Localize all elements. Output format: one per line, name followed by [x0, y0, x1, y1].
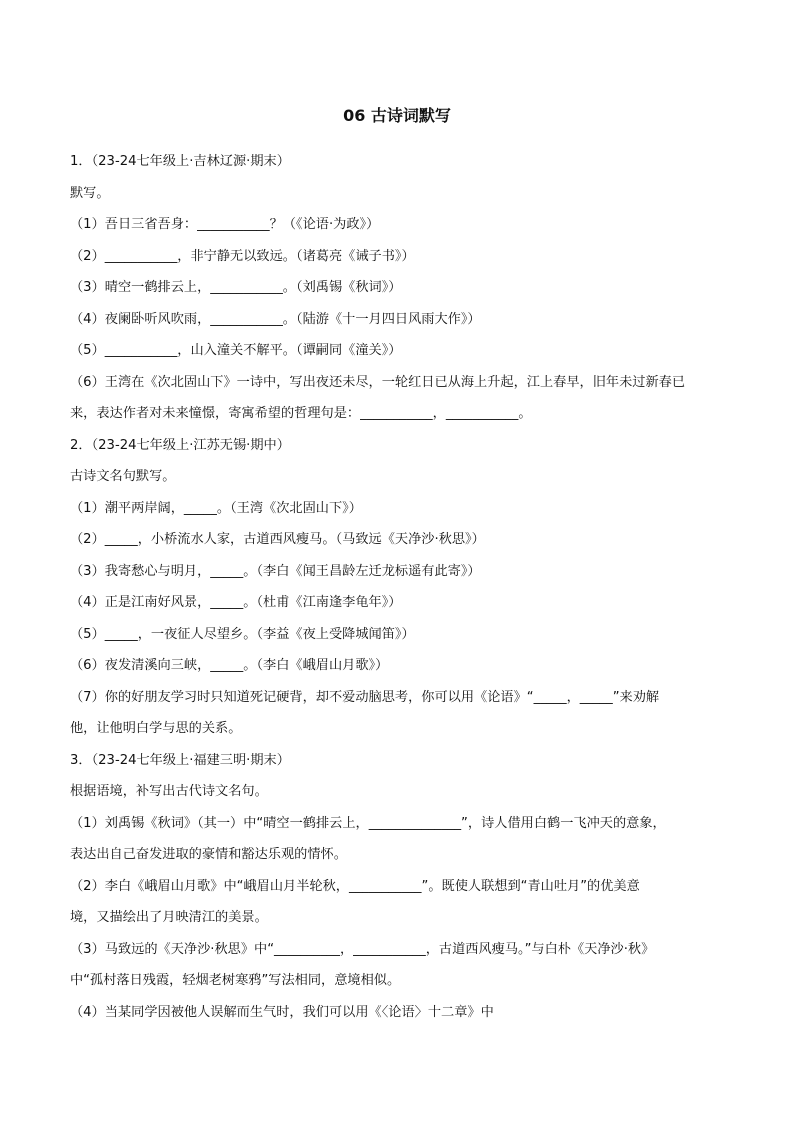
- question-2-item-2: （2）_____，小桥流水人家，古道西风瘦马。（马致远《天净沙·秋思》）: [70, 532, 485, 547]
- question-2-item-5: （5）_____，一夜征人尽望乡。（李益《夜上受降城闻笛》）: [70, 626, 415, 642]
- page-title: 06 古诗词默写: [343, 106, 451, 125]
- question-3-item-2: （2）李白《峨眉山月歌》中“峨眉山月半轮秋，___________”。既使人联想到“青山吐月”的优美意: [70, 878, 640, 894]
- question-2-item-6: （6）夜发清溪向三峡，_____。（李白《峨眉山月歌》）: [70, 658, 389, 673]
- question-1-item-2: （2）___________，非宁静无以致远。（诸葛亮《诫子书》）: [70, 248, 415, 264]
- question-1-header: 1．（23-24七年级上·吉林辽源·期末）: [70, 154, 290, 169]
- question-1-instruction: 默写。: [70, 185, 110, 201]
- question-content: [70, 146, 730, 1028]
- question-1-item-6: （6）王湾在《次北固山下》一诗中，写出夜还未尽，一轮红日已从海上升起，江上春早，旧年未过新春已: [70, 374, 686, 390]
- question-1-item-4: （4）夜阑卧听风吹雨，___________。（陆游《十一月四日风雨大作》）: [70, 311, 481, 327]
- question-3-item-4: （4）当某同学因被他人误解而生气时，我们可以用《〈论语〉十二章》中: [70, 1004, 494, 1020]
- question-2-item-7-cont: 他，让他明白学与思的关系。: [70, 721, 242, 736]
- question-2-item-4: （4）正是江南好风景，_____。（杜甫《江南逢李龟年》）: [70, 595, 402, 610]
- question-2-item-1: （1）潮平两岸阔，_____。（王湾《次北固山下》）: [70, 500, 362, 516]
- question-1-item-6-cont: 来，表达作者对未来憧憬，寄寓希望的哲理句是：___________，___________。: [70, 406, 532, 421]
- question-3-header: 3．（23-24七年级上·福建三明·期末）: [70, 752, 290, 768]
- question-3-item-3: （3）马致远的《天净沙·秋思》中“__________，___________，古道西风瘦马。”与白朴《天净沙·秋》: [70, 941, 655, 957]
- question-3-item-1-cont: 表达出自己奋发进取的豪情和豁达乐观的情怀。: [70, 847, 347, 862]
- question-3-item-3-cont: 中“孤村落日残霞，轻烟老树寒鸦”写法相同，意境相似。: [70, 973, 401, 988]
- question-1-item-5: （5）___________，山入潼关不解平。（谭嗣同《潼关》）: [70, 343, 402, 358]
- question-3-instruction: 根据语境，补写出古代诗文名句。: [70, 784, 268, 799]
- question-2-header: 2．（23-24七年级上·江苏无锡·期中）: [70, 437, 290, 453]
- question-1-item-3: （3）晴空一鹤排云上，___________。（刘禹锡《秋词》）: [70, 280, 402, 295]
- question-3-item-2-cont: 境，又描绘出了月映清江的美景。: [70, 910, 268, 925]
- question-2-item-7: （7）你的好朋友学习时只知道死记硬背，却不爱动脑思考，你可以用《论语》“_____，_____”来劝解: [70, 689, 660, 705]
- question-1-item-1: （1）吾日三省吾身：___________？（《论语·为政》）: [70, 217, 380, 232]
- question-2-instruction: 古诗文名句默写。: [70, 469, 176, 484]
- question-2-item-3: （3）我寄愁心与明月，_____。（李白《闻王昌龄左迁龙标遥有此寄》）: [70, 563, 481, 579]
- question-3-item-1: （1）刘禹锡《秋词》（其一）中“晴空一鹤排云上，______________”，诗人借用白鹤一飞冲天的意象，: [70, 815, 666, 831]
